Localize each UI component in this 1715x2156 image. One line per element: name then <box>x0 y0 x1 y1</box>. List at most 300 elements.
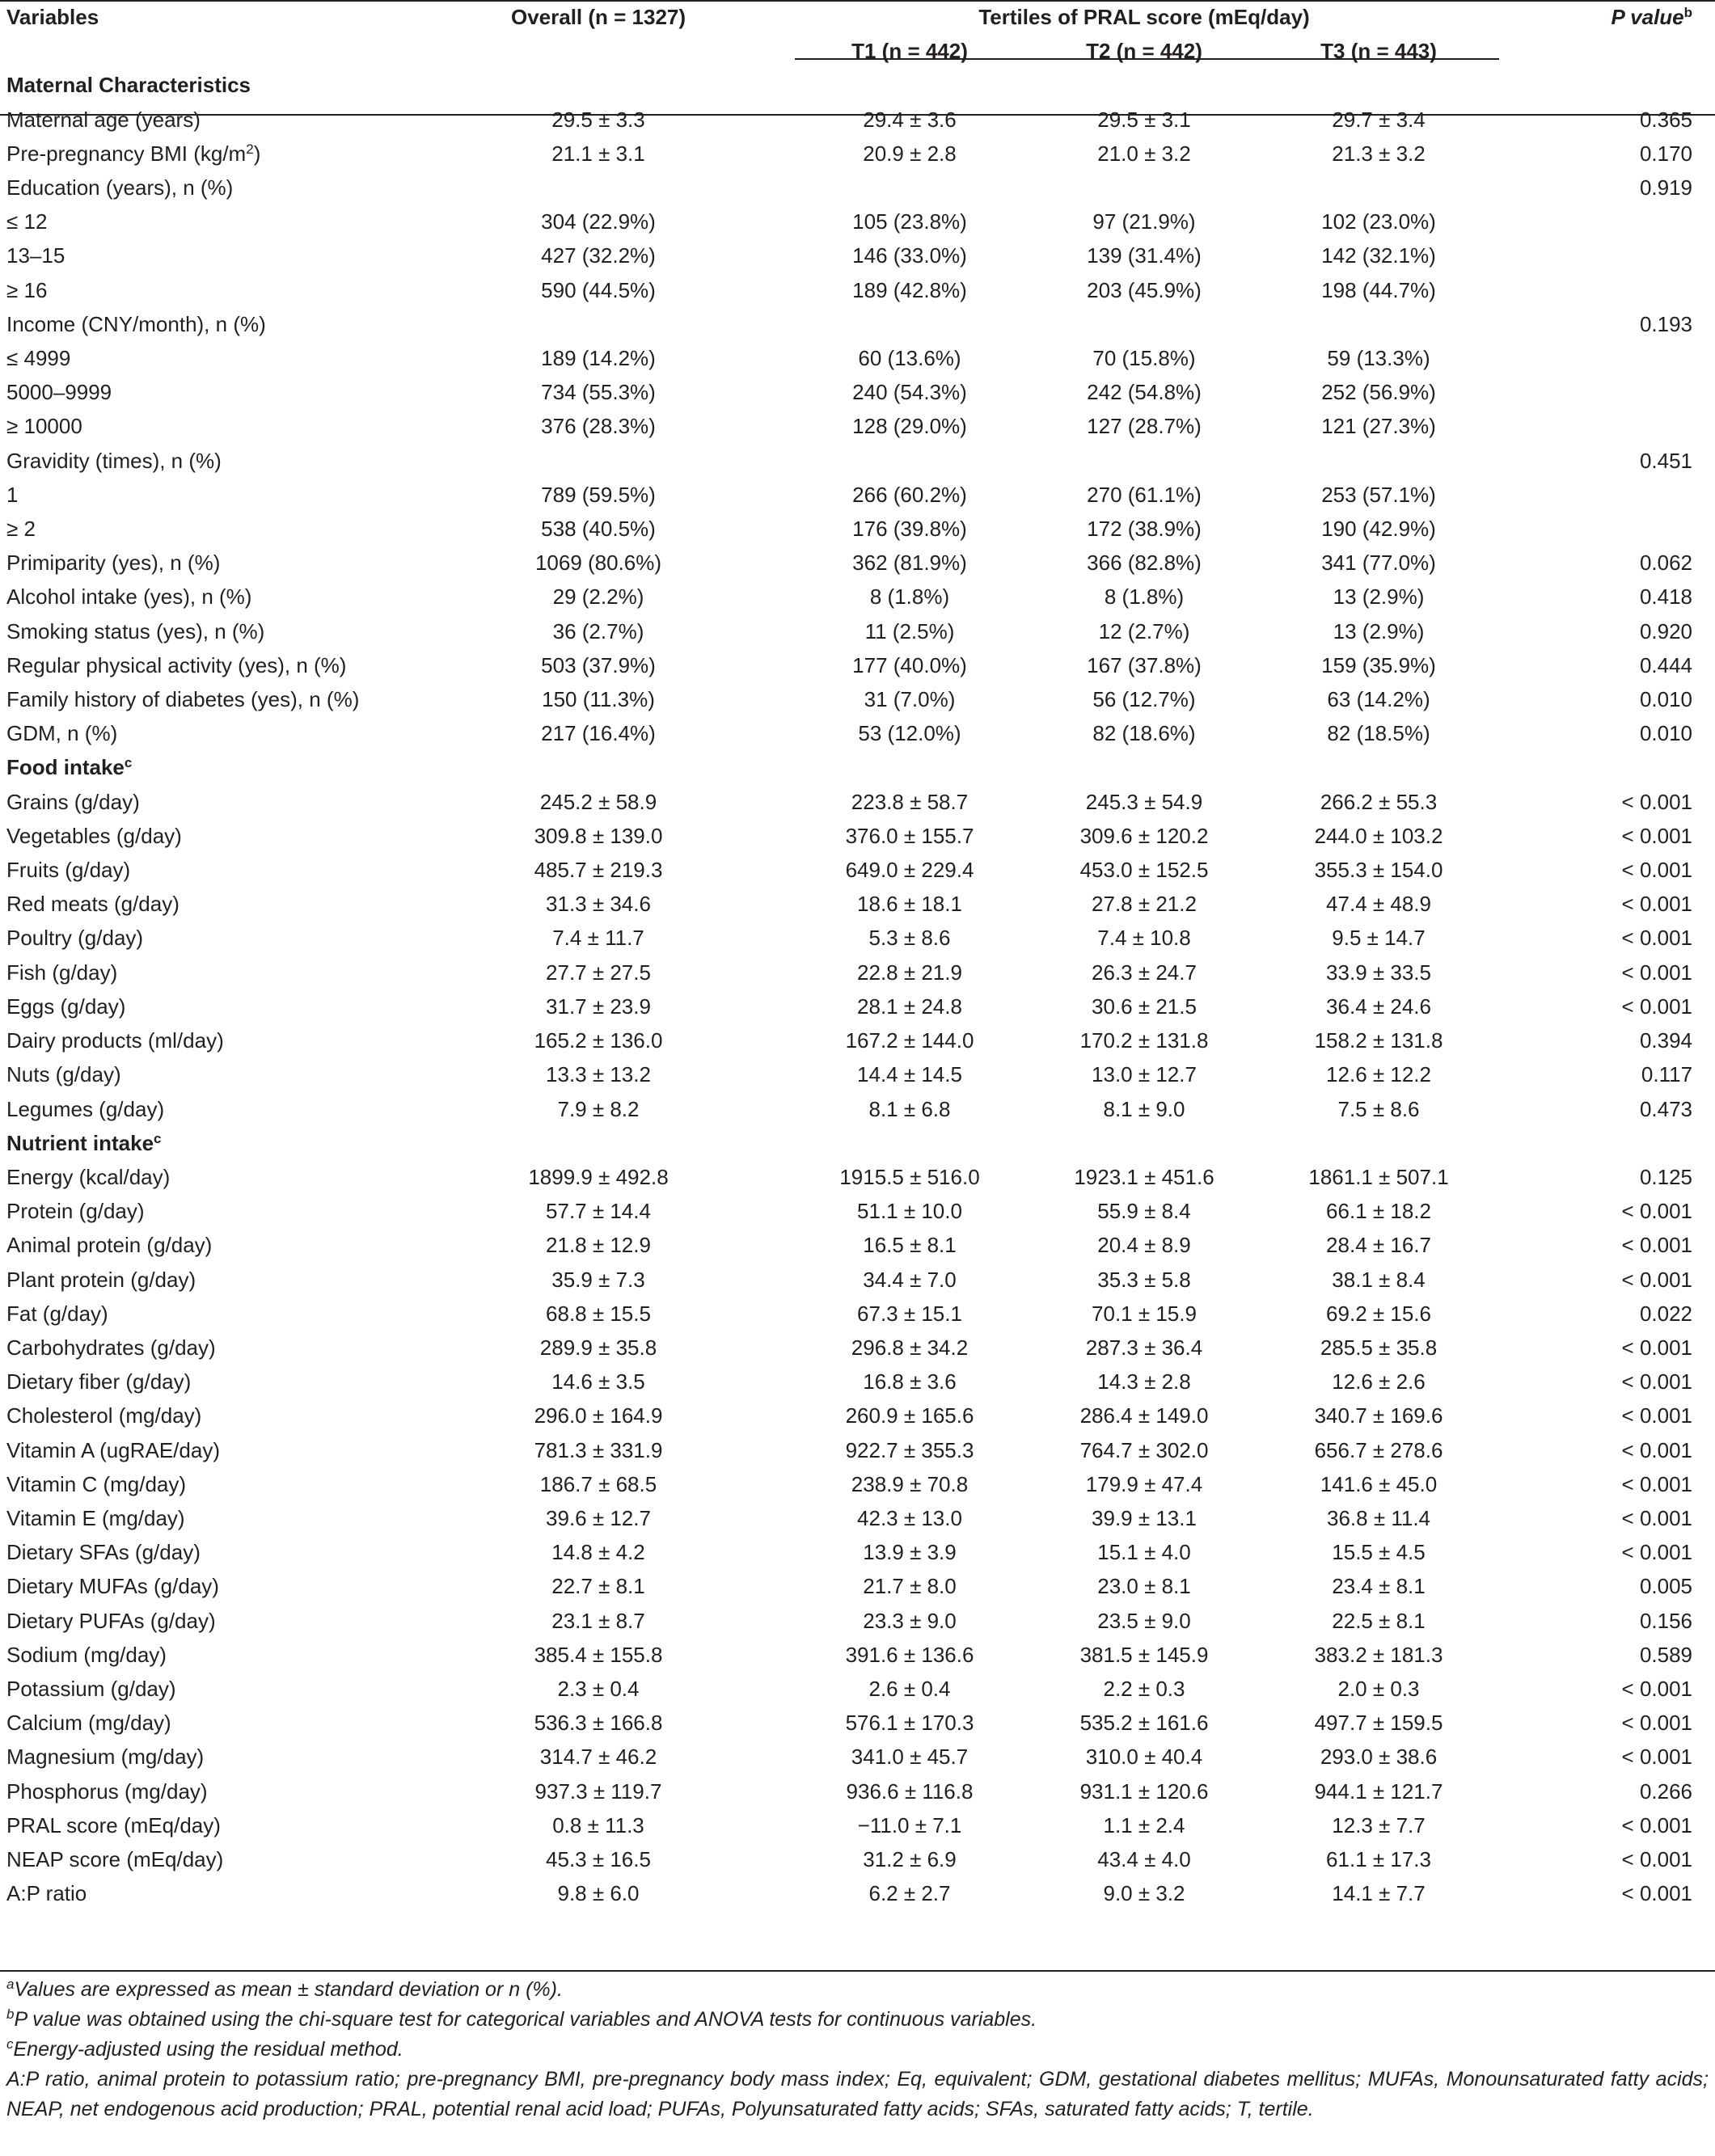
cell-p-value: 0.394 <box>1639 1028 1693 1053</box>
header-blank <box>420 34 776 68</box>
cell-p-value: 0.156 <box>1639 1608 1693 1633</box>
table-row <box>0 546 1715 580</box>
cell-t1: 240 (54.3%) <box>852 380 967 405</box>
table-row <box>0 614 1715 648</box>
row-label: Red meats (g/day) <box>6 892 180 917</box>
cell-t1: 922.7 ± 355.3 <box>845 1437 974 1462</box>
cell-t2: 310.0 ± 40.4 <box>1085 1745 1203 1770</box>
cell-t3: 13 (2.9%) <box>1333 618 1425 643</box>
cell-t2: 8 (1.8%) <box>1104 584 1185 610</box>
table-row <box>0 1501 1715 1535</box>
row-label: Vitamin A (ugRAE/day) <box>6 1437 220 1462</box>
cell-t1: 362 (81.9%) <box>852 551 967 576</box>
row-label: Potassium (g/day) <box>6 1676 176 1701</box>
table-row <box>0 921 1715 955</box>
table-row <box>0 1023 1715 1057</box>
section-label: Maternal Characteristics <box>6 73 251 98</box>
section-row <box>0 750 1715 784</box>
table-row <box>0 1535 1715 1569</box>
cell-overall: 57.7 ± 14.4 <box>546 1199 651 1224</box>
table-row <box>0 1638 1715 1672</box>
cell-t3: 15.5 ± 4.5 <box>1332 1540 1426 1565</box>
cell-t2: 82 (18.6%) <box>1092 721 1196 746</box>
cell-overall: 13.3 ± 13.2 <box>546 1062 651 1087</box>
row-label: Smoking status (yes), n (%) <box>6 618 265 643</box>
cell-p-value: < 0.001 <box>1621 823 1693 848</box>
cell-t2: 287.3 ± 36.4 <box>1085 1335 1203 1360</box>
row-label: PRAL score (mEq/day) <box>6 1812 221 1837</box>
cell-t1: 31.2 ± 6.9 <box>863 1846 957 1871</box>
header-blank <box>0 34 420 68</box>
row-label: Phosphorus (mg/day) <box>6 1778 208 1804</box>
cell-overall: 304 (22.9%) <box>541 209 656 234</box>
table-row <box>0 444 1715 478</box>
cell-t3: 36.8 ± 11.4 <box>1327 1505 1431 1530</box>
cell-overall: 789 (59.5%) <box>541 482 656 507</box>
cell-p-value: 0.170 <box>1639 141 1693 166</box>
cell-p-value: < 0.001 <box>1621 1745 1693 1770</box>
cell-overall: 734 (55.3%) <box>541 380 656 405</box>
cell-p-value: < 0.001 <box>1621 1540 1693 1565</box>
cell-t1: 936.6 ± 116.8 <box>846 1778 974 1804</box>
row-label: Alcohol intake (yes), n (%) <box>6 584 252 610</box>
cell-t1: 31 (7.0%) <box>864 687 956 712</box>
cell-t1: 146 (33.0%) <box>852 243 967 268</box>
cell-overall: 23.1 ± 8.7 <box>551 1608 645 1633</box>
cell-t1: 5.3 ± 8.6 <box>868 926 951 951</box>
header-t1: T1 (n = 442) <box>851 39 968 64</box>
cell-p-value: 0.920 <box>1639 618 1693 643</box>
cell-t1: 21.7 ± 8.0 <box>863 1574 957 1599</box>
cell-t1: 177 (40.0%) <box>852 652 967 677</box>
cell-t2: 13.0 ± 12.7 <box>1092 1062 1197 1087</box>
cell-t2: 55.9 ± 8.4 <box>1097 1199 1191 1224</box>
cell-t3: 158.2 ± 131.8 <box>1314 1028 1443 1053</box>
cell-t2: 70 (15.8%) <box>1092 346 1196 371</box>
cell-t1: 6.2 ± 2.7 <box>868 1881 951 1906</box>
table-row <box>0 785 1715 819</box>
cell-overall: 35.9 ± 7.3 <box>551 1267 645 1292</box>
cell-t2: 43.4 ± 4.0 <box>1097 1846 1191 1871</box>
cell-overall: 45.3 ± 16.5 <box>546 1846 651 1871</box>
table-row <box>0 1365 1715 1399</box>
cell-t1: 296.8 ± 34.2 <box>851 1335 969 1360</box>
cell-t2: 764.7 ± 302.0 <box>1079 1437 1209 1462</box>
cell-t1: 167.2 ± 144.0 <box>845 1028 974 1053</box>
cell-t1: 176 (39.8%) <box>852 517 967 542</box>
cell-overall <box>420 171 776 205</box>
cell-t3: 21.3 ± 3.2 <box>1332 141 1426 166</box>
row-label: Regular physical activity (yes), n (%) <box>6 652 347 677</box>
row-label: Vitamin C (mg/day) <box>6 1471 187 1496</box>
cell-t3: 12.6 ± 12.2 <box>1326 1062 1431 1087</box>
row-label: A:P ratio <box>6 1881 87 1906</box>
table-row <box>0 1569 1715 1603</box>
cell-t1 <box>776 307 1043 341</box>
cell-overall: 36 (2.7%) <box>552 618 644 643</box>
row-label: Sodium (mg/day) <box>6 1642 167 1667</box>
header-tertiles: Tertiles of PRAL score (mEq/day) <box>978 5 1310 29</box>
cell-overall: 314.7 ± 46.2 <box>539 1745 657 1770</box>
table-row <box>0 819 1715 853</box>
row-label: Protein (g/day) <box>6 1199 145 1224</box>
table-row <box>0 1194 1715 1228</box>
table-row <box>0 171 1715 205</box>
cell-t2: 931.1 ± 120.6 <box>1079 1778 1209 1804</box>
cell-overall: 186.7 ± 68.5 <box>539 1471 657 1496</box>
cell-t3: 29.7 ± 3.4 <box>1332 107 1426 132</box>
cell-t1: 23.3 ± 9.0 <box>863 1608 957 1633</box>
cell-t1 <box>776 444 1043 478</box>
cell-t3: 1861.1 ± 507.1 <box>1308 1164 1449 1189</box>
table-row <box>0 478 1715 512</box>
cell-p-value: 0.589 <box>1639 1642 1693 1667</box>
cell-p-value: < 0.001 <box>1621 1369 1693 1394</box>
cell-t2: 27.8 ± 21.2 <box>1092 892 1197 917</box>
table-row <box>0 1740 1715 1774</box>
row-label: Nuts (g/day) <box>6 1062 121 1087</box>
cell-overall: 7.9 ± 8.2 <box>557 1096 640 1121</box>
cell-t2 <box>1043 171 1245 205</box>
cell-t3: 28.4 ± 16.7 <box>1326 1233 1431 1258</box>
row-label: Calcium (mg/day) <box>6 1711 171 1736</box>
cell-overall: 590 (44.5%) <box>541 277 656 302</box>
cell-t2 <box>1043 444 1245 478</box>
row-label: Vitamin E (mg/day) <box>6 1505 185 1530</box>
table-row <box>0 341 1715 375</box>
cell-t2: 29.5 ± 3.1 <box>1097 107 1191 132</box>
cell-t3: 944.1 ± 121.7 <box>1314 1778 1443 1804</box>
cell-t2: 270 (61.1%) <box>1087 482 1202 507</box>
header-t3: T3 (n = 443) <box>1320 39 1437 64</box>
table-row <box>0 137 1715 171</box>
cell-t2: 23.5 ± 9.0 <box>1097 1608 1191 1633</box>
cell-t3 <box>1245 171 1512 205</box>
row-label: Legumes (g/day) <box>6 1096 165 1121</box>
cell-t3: 340.7 ± 169.6 <box>1314 1403 1443 1428</box>
cell-t2: 1.1 ± 2.4 <box>1103 1812 1185 1837</box>
table-row <box>0 1604 1715 1638</box>
cell-t1: 576.1 ± 170.3 <box>845 1711 974 1736</box>
cell-t1: 649.0 ± 229.4 <box>845 858 974 883</box>
cell-p-value: < 0.001 <box>1621 1199 1693 1224</box>
cell-t2: 172 (38.9%) <box>1087 517 1202 542</box>
cell-t3: 63 (14.2%) <box>1327 687 1430 712</box>
cell-t2: 23.0 ± 8.1 <box>1097 1574 1191 1599</box>
cell-p-value: < 0.001 <box>1621 1711 1693 1736</box>
cell-t2: 167 (37.8%) <box>1087 652 1202 677</box>
cell-overall: 245.2 ± 58.9 <box>539 789 657 814</box>
row-label: Dietary fiber (g/day) <box>6 1369 192 1394</box>
cell-t2: 9.0 ± 3.2 <box>1103 1881 1185 1906</box>
cell-p-value: 0.193 <box>1639 311 1693 336</box>
cell-t3: 13 (2.9%) <box>1333 584 1425 610</box>
table-row <box>0 989 1715 1023</box>
cell-t3: 293.0 ± 38.6 <box>1320 1745 1438 1770</box>
cell-t2: 286.4 ± 149.0 <box>1079 1403 1209 1428</box>
header-overall: Overall (n = 1327) <box>510 5 686 29</box>
cell-p-value: < 0.001 <box>1621 789 1693 814</box>
header-row-2 <box>0 34 1715 68</box>
cell-t2: 242 (54.8%) <box>1087 380 1202 405</box>
cell-t3: 7.5 ± 8.6 <box>1337 1096 1420 1121</box>
cell-t3: 33.9 ± 33.5 <box>1326 960 1431 985</box>
cell-t1 <box>776 171 1043 205</box>
table-row <box>0 205 1715 238</box>
cell-overall: 1899.9 ± 492.8 <box>528 1164 669 1189</box>
table-row <box>0 409 1715 443</box>
table-body <box>0 68 1715 1910</box>
cell-p-value: 0.266 <box>1639 1778 1693 1804</box>
cell-overall: 150 (11.3%) <box>542 687 655 712</box>
cell-p-value: 0.005 <box>1639 1574 1693 1599</box>
cell-t1: 105 (23.8%) <box>852 209 967 234</box>
cell-t3: 14.1 ± 7.7 <box>1332 1881 1426 1906</box>
cell-p-value: 0.365 <box>1639 107 1693 132</box>
cell-t1: 51.1 ± 10.0 <box>857 1199 962 1224</box>
cell-t2: 381.5 ± 145.9 <box>1079 1642 1209 1667</box>
cell-t2 <box>1043 307 1245 341</box>
cell-t3: 66.1 ± 18.2 <box>1326 1199 1431 1224</box>
cell-t1: 376.0 ± 155.7 <box>845 823 974 848</box>
section-row <box>0 1126 1715 1160</box>
table-row <box>0 1228 1715 1262</box>
cell-t1: 34.4 ± 7.0 <box>863 1267 957 1292</box>
row-label: 1 <box>6 482 19 507</box>
table-row <box>0 103 1715 137</box>
cell-t2: 30.6 ± 21.5 <box>1092 994 1197 1019</box>
cell-t2: 8.1 ± 9.0 <box>1103 1096 1185 1121</box>
cell-t3: 253 (57.1%) <box>1321 482 1436 507</box>
row-label: ≥ 2 <box>6 517 36 542</box>
footnote-c: $^c$Energy-adjusted using the residual method. <box>6 2036 403 2061</box>
cell-overall: 27.7 ± 27.5 <box>546 960 651 985</box>
row-label: Grains (g/day) <box>6 789 140 814</box>
cell-t1: 14.4 ± 14.5 <box>857 1062 962 1087</box>
table-row <box>0 1433 1715 1467</box>
cell-overall <box>420 444 776 478</box>
row-label: Pre-pregnancy BMI $(kg/m^2)$ <box>6 141 261 166</box>
table-bottom-rule <box>0 1970 1715 1972</box>
table-row <box>0 1160 1715 1194</box>
header-row-1 <box>0 0 1715 34</box>
cell-p-value <box>1512 409 1715 443</box>
cell-t3: 36.4 ± 24.6 <box>1326 994 1431 1019</box>
cell-t1: 16.5 ± 8.1 <box>863 1233 957 1258</box>
table-row <box>0 1876 1715 1910</box>
cell-overall: 9.8 ± 6.0 <box>557 1881 640 1906</box>
cell-t1: 266 (60.2%) <box>852 482 967 507</box>
cell-t2: 35.3 ± 5.8 <box>1097 1267 1191 1292</box>
cell-t1: 1915.5 ± 516.0 <box>839 1164 980 1189</box>
row-label: Income (CNY/month), n (%) <box>6 311 266 336</box>
cell-overall: 14.6 ± 3.5 <box>551 1369 645 1394</box>
cell-t3: 159 (35.9%) <box>1321 652 1436 677</box>
cell-p-value: 0.022 <box>1639 1301 1693 1326</box>
cell-overall: 165.2 ± 136.0 <box>534 1028 663 1053</box>
cell-overall: 29 (2.2%) <box>552 584 644 610</box>
cell-t2: 20.4 ± 8.9 <box>1097 1233 1191 1258</box>
cell-t1: 341.0 ± 45.7 <box>851 1745 969 1770</box>
cell-t3: 102 (23.0%) <box>1321 209 1436 234</box>
cell-t1: 189 (42.8%) <box>852 277 967 302</box>
cell-t2: 179.9 ± 47.4 <box>1085 1471 1203 1496</box>
footnote-b: $^b$P value was obtained using the chi-square test for categorical variables and ANOVA tests for continuous variables. <box>6 2006 1037 2031</box>
cell-t3: 9.5 ± 14.7 <box>1332 926 1426 951</box>
cell-t1: 53 (12.0%) <box>858 721 961 746</box>
cell-overall: 309.8 ± 139.0 <box>534 823 663 848</box>
cell-p-value: 0.117 <box>1641 1062 1693 1087</box>
table-row <box>0 375 1715 409</box>
cell-t3: 121 (27.3%) <box>1321 414 1436 439</box>
cell-t3: 383.2 ± 181.3 <box>1314 1642 1443 1667</box>
cell-t1: 16.8 ± 3.6 <box>863 1369 957 1394</box>
row-label: Fruits (g/day) <box>6 858 131 883</box>
cell-t1: 238.9 ± 70.8 <box>851 1471 969 1496</box>
cell-overall: 0.8 ± 11.3 <box>552 1812 644 1837</box>
row-label: Vegetables (g/day) <box>6 823 182 848</box>
table-row <box>0 307 1715 341</box>
row-label: Fish (g/day) <box>6 960 118 985</box>
cell-overall: 385.4 ± 155.8 <box>534 1642 663 1667</box>
cell-t1: 28.1 ± 24.8 <box>857 994 962 1019</box>
cell-t2: 1923.1 ± 451.6 <box>1074 1164 1214 1189</box>
cell-t1: 22.8 ± 21.9 <box>857 960 962 985</box>
cell-t1: 42.3 ± 13.0 <box>857 1505 962 1530</box>
cell-p-value: < 0.001 <box>1621 1812 1693 1837</box>
cell-p-value: 0.418 <box>1639 584 1693 610</box>
cell-t3: 82 (18.5%) <box>1327 721 1430 746</box>
cell-overall: 21.1 ± 3.1 <box>551 141 645 166</box>
cell-p-value: 0.473 <box>1639 1096 1693 1121</box>
header-variables: Variables <box>6 5 99 29</box>
cell-t1: 60 (13.6%) <box>858 346 961 371</box>
cell-t3: 341 (77.0%) <box>1321 551 1436 576</box>
row-label: Education (years), n (%) <box>6 175 234 200</box>
cell-p-value <box>1512 205 1715 238</box>
table-row <box>0 1706 1715 1740</box>
cell-t2: 56 (12.7%) <box>1092 687 1196 712</box>
cell-t2: 309.6 ± 120.2 <box>1079 823 1209 848</box>
row-label: Maternal age (years) <box>6 107 201 132</box>
table-row <box>0 1808 1715 1842</box>
cell-p-value <box>1512 238 1715 272</box>
row-label: Gravidity (times), n (%) <box>6 448 222 473</box>
header-p-value: P value$^b$ <box>1611 5 1693 29</box>
row-label: Primiparity (yes), n (%) <box>6 551 221 576</box>
cell-t3: 198 (44.7%) <box>1321 277 1436 302</box>
section-label: Nutrient intake$^c$ <box>6 1130 162 1155</box>
cell-overall: 14.8 ± 4.2 <box>551 1540 645 1565</box>
cell-t3: 190 (42.9%) <box>1321 517 1436 542</box>
cell-t2: 139 (31.4%) <box>1087 243 1202 268</box>
cell-t2: 245.3 ± 54.9 <box>1085 789 1203 814</box>
cell-t1: 391.6 ± 136.6 <box>845 1642 974 1667</box>
cell-t1: 20.9 ± 2.8 <box>863 141 957 166</box>
cell-p-value: < 0.001 <box>1621 1437 1693 1462</box>
cell-overall: 485.7 ± 219.3 <box>534 858 663 883</box>
cell-t3: 252 (56.9%) <box>1321 380 1436 405</box>
row-label: Dairy products (ml/day) <box>6 1028 224 1053</box>
table-row <box>0 1774 1715 1808</box>
cell-overall: 536.3 ± 166.8 <box>534 1711 663 1736</box>
cell-t1: 18.6 ± 18.1 <box>857 892 962 917</box>
table-row <box>0 1263 1715 1297</box>
cell-p-value: < 0.001 <box>1621 1505 1693 1530</box>
row-label: Dietary PUFAs (g/day) <box>6 1608 216 1633</box>
cell-t1: 260.9 ± 165.6 <box>845 1403 974 1428</box>
cell-t1: −11.0 ± 7.1 <box>857 1812 962 1837</box>
cell-p-value: 0.125 <box>1639 1164 1693 1189</box>
cell-t1: 67.3 ± 15.1 <box>857 1301 962 1326</box>
cell-t2: 535.2 ± 161.6 <box>1079 1711 1209 1736</box>
table-row <box>0 1467 1715 1501</box>
cell-p-value: < 0.001 <box>1621 994 1693 1019</box>
cell-t2: 97 (21.9%) <box>1092 209 1196 234</box>
row-label: ≥ 16 <box>6 277 48 302</box>
cell-t2: 70.1 ± 15.9 <box>1092 1301 1197 1326</box>
cell-p-value: < 0.001 <box>1621 1267 1693 1292</box>
cell-p-value: < 0.001 <box>1621 960 1693 985</box>
cell-t2: 26.3 ± 24.7 <box>1092 960 1197 985</box>
cell-t2: 170.2 ± 131.8 <box>1079 1028 1209 1053</box>
table-row <box>0 512 1715 546</box>
table-row <box>0 1057 1715 1091</box>
cell-overall: 296.0 ± 164.9 <box>534 1403 663 1428</box>
row-label: ≥ 10000 <box>6 414 82 439</box>
cell-p-value: 0.062 <box>1639 551 1693 576</box>
row-label: ≤ 12 <box>6 209 48 234</box>
cell-t2: 21.0 ± 3.2 <box>1097 141 1191 166</box>
cell-t1: 13.9 ± 3.9 <box>863 1540 957 1565</box>
cell-t3: 23.4 ± 8.1 <box>1332 1574 1426 1599</box>
cell-p-value: < 0.001 <box>1621 1335 1693 1360</box>
section-row <box>0 68 1715 102</box>
cell-p-value: 0.444 <box>1639 652 1693 677</box>
cell-overall: 289.9 ± 35.8 <box>539 1335 657 1360</box>
cell-overall: 376 (28.3%) <box>541 414 656 439</box>
cell-p-value: 0.451 <box>1639 448 1693 473</box>
cell-t3: 141.6 ± 45.0 <box>1320 1471 1438 1496</box>
cell-t3: 22.5 ± 8.1 <box>1332 1608 1426 1633</box>
cell-t2: 203 (45.9%) <box>1087 277 1202 302</box>
table-row <box>0 887 1715 921</box>
cell-overall: 2.3 ± 0.4 <box>557 1676 640 1701</box>
header-t2: T2 (n = 442) <box>1086 39 1202 64</box>
cell-t1: 8.1 ± 6.8 <box>868 1096 951 1121</box>
cell-p-value: 0.919 <box>1639 175 1693 200</box>
cell-p-value: < 0.001 <box>1621 1233 1693 1258</box>
table-row <box>0 273 1715 307</box>
cell-t2: 127 (28.7%) <box>1087 414 1202 439</box>
cell-t3: 47.4 ± 48.9 <box>1326 892 1431 917</box>
row-label: Energy (kcal/day) <box>6 1164 171 1189</box>
cell-t3: 656.7 ± 278.6 <box>1314 1437 1443 1462</box>
cell-p-value: 0.010 <box>1639 721 1693 746</box>
cell-t3: 38.1 ± 8.4 <box>1332 1267 1426 1292</box>
cell-t3: 12.6 ± 2.6 <box>1332 1369 1426 1394</box>
table-row <box>0 956 1715 989</box>
row-label: Eggs (g/day) <box>6 994 126 1019</box>
row-label: Carbohydrates (g/day) <box>6 1335 216 1360</box>
cell-t2: 7.4 ± 10.8 <box>1097 926 1191 951</box>
cell-p-value <box>1512 375 1715 409</box>
cell-t3: 61.1 ± 17.3 <box>1326 1846 1431 1871</box>
cell-p-value: < 0.001 <box>1621 1676 1693 1701</box>
footnote-a: $^a$Values are expressed as mean ± standard deviation or n (%). <box>6 1977 563 2001</box>
cell-p-value: 0.010 <box>1639 687 1693 712</box>
cell-overall: 937.3 ± 119.7 <box>534 1778 662 1804</box>
